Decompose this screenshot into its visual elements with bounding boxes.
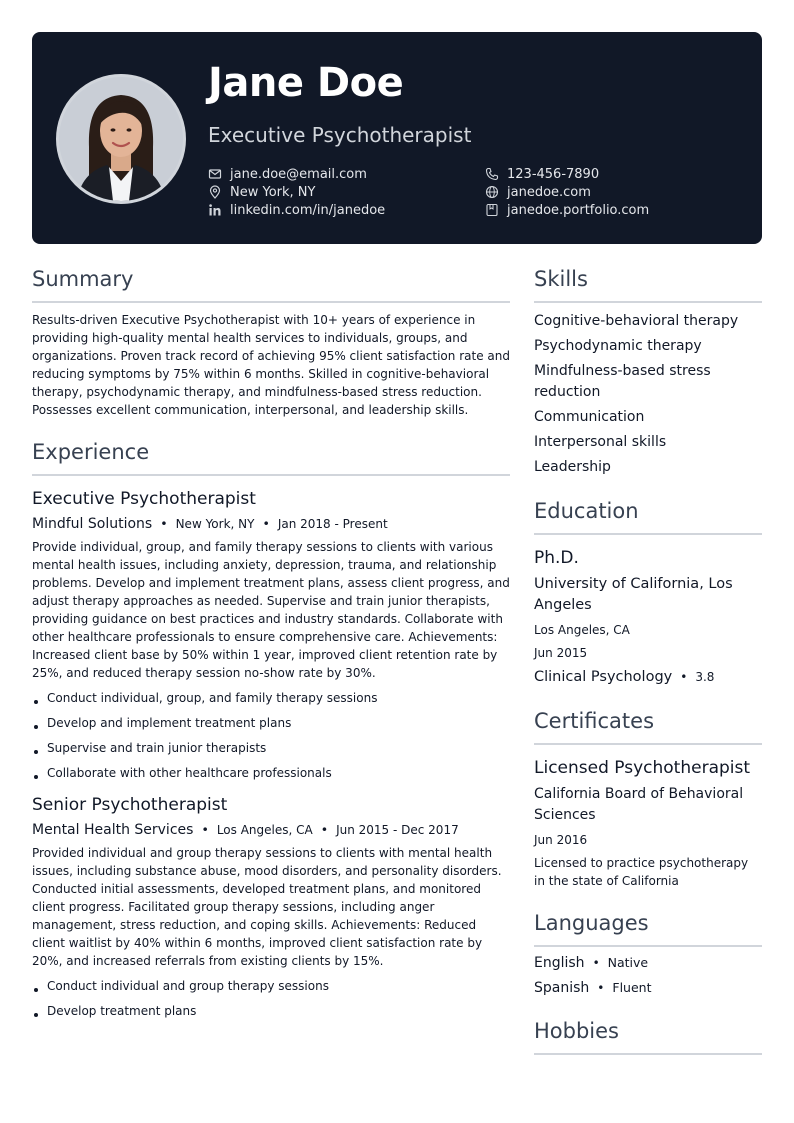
- certificate-description: Licensed to practice psychotherapy in the state of California: [534, 856, 749, 888]
- job-title: Executive Psychotherapist: [32, 489, 256, 509]
- skills-list: [534, 311, 762, 478]
- job-meta: Mental Health Services • Los Angeles, CA • Jun 2015 - Dec 2017: [32, 822, 459, 838]
- skill-item: Psychodynamic therapy: [534, 338, 702, 354]
- certificates-heading: Certificates: [534, 708, 762, 745]
- skills-heading: Skills: [534, 266, 762, 303]
- language-level: Native: [607, 955, 649, 970]
- list-item: Conduct individual, group, and family therapy sessions: [32, 689, 510, 707]
- contact-linkedin[interactable]: [208, 201, 385, 219]
- location-pin-icon: [208, 185, 222, 199]
- job-description: Provided individual and group therapy sessions to clients with mental health issues, including substance abuse, mood disorders, and personality disorders. Conducted initial assessments, developed treatment plans, and monitored client progress. Facilitated group therapy sessions, including anger management, stress reduction, and coping skills. Achievements: Reduced client waitlist by 40% within 6 months, improved client satisfaction rate by 20%, and increased referrals from existing clients by 15%.: [32, 846, 502, 968]
- job-entry: [32, 488, 510, 782]
- phone-text: 123-456-7890: [507, 166, 600, 182]
- contact-website[interactable]: [485, 183, 591, 201]
- language-item: Spanish • Fluent: [534, 980, 652, 996]
- phone-icon: [485, 167, 499, 181]
- education-school: University of California, Los Angeles: [534, 576, 733, 613]
- list-item: Develop and implement treatment plans: [32, 714, 510, 732]
- list-item: Collaborate with other healthcare professionals: [32, 764, 510, 782]
- job-meta: Mindful Solutions • New York, NY • Jan 2018 - Present: [32, 516, 388, 532]
- skill-item: Mindfulness-based stress reduction: [534, 363, 711, 400]
- contact-location: [208, 183, 315, 201]
- website-text: janedoe.com: [507, 184, 591, 200]
- job-company: Mindful Solutions: [32, 516, 153, 532]
- job-bullets: [32, 689, 510, 782]
- candidate-title: Executive Psychotherapist: [208, 123, 472, 147]
- job-description: Provide individual, group, and family therapy sessions to clients with various mental health issues, including anxiety, depression, trauma, and relationship problems. Develop and implement treatment plans, assess client progress, and adjust therapy approaches as needed. Supervise and train junior therapists, providing guidance on best practices and industry standards. Collaborate with other healthcare professionals to ensure comprehensive care. Achievements: Increased client base by 50% within 1 year, improved client retention rate by 25%, and reduced therapy session no-show rate by 30%.: [32, 540, 510, 680]
- education-degree: Ph.D.: [534, 548, 579, 568]
- job-entry: [32, 794, 510, 1020]
- job-location: New York, NY: [175, 517, 255, 531]
- skill-item: Cognitive-behavioral therapy: [534, 313, 739, 329]
- linkedin-text: linkedin.com/in/janedoe: [230, 202, 386, 218]
- skill-item: Leadership: [534, 459, 611, 475]
- mail-icon: [208, 167, 222, 181]
- contact-portfolio[interactable]: [485, 201, 649, 219]
- languages-list: [534, 953, 762, 998]
- certificate-issuer: California Board of Behavioral Sciences: [534, 786, 744, 823]
- avatar: [56, 74, 186, 204]
- job-bullets: [32, 977, 510, 1020]
- certificate-date: Jun 2016: [534, 833, 588, 847]
- job-company: Mental Health Services: [32, 822, 194, 838]
- education-date: Jun 2015: [534, 646, 588, 660]
- language-level: Fluent: [612, 980, 652, 995]
- resume-header: [32, 32, 762, 244]
- job-dates: Jan 2018 - Present: [277, 517, 388, 531]
- list-item: Develop treatment plans: [32, 1002, 510, 1020]
- candidate-name: Jane Doe: [208, 60, 404, 106]
- education-gpa: 3.8: [695, 670, 715, 684]
- job-dates: Jun 2015 - Dec 2017: [336, 823, 459, 837]
- job-title: Senior Psychotherapist: [32, 795, 228, 815]
- contact-email[interactable]: [208, 165, 367, 183]
- skill-item: Interpersonal skills: [534, 434, 667, 450]
- hobbies-heading: Hobbies: [534, 1018, 762, 1055]
- education-heading: Education: [534, 498, 762, 535]
- summary-text: Results-driven Executive Psychotherapist with 10+ years of experience in providing high-quality mental health services to individuals, groups, and organizations. Proven track record of achieving 95% client satisfaction rate and reducing symptoms by 75% within 6 months. Skilled in cognitive-behavioral therapy, psychodynamic therapy, and mindfulness-based stress reduction. Possesses excellent communication, interpersonal, and leadership skills.: [32, 313, 510, 417]
- location-text: New York, NY: [230, 184, 316, 200]
- list-item: Supervise and train junior therapists: [32, 739, 510, 757]
- certificate-name: Licensed Psychotherapist: [534, 758, 751, 778]
- linkedin-icon: [208, 203, 222, 217]
- portfolio-text: janedoe.portfolio.com: [507, 202, 650, 218]
- skill-item: Communication: [534, 409, 645, 425]
- main-column: [32, 266, 510, 1020]
- side-column: [534, 266, 762, 1055]
- language-name: English: [534, 955, 585, 971]
- list-item: Conduct individual and group therapy sessions: [32, 977, 510, 995]
- languages-heading: Languages: [534, 910, 762, 947]
- language-item: English • Native: [534, 955, 649, 971]
- portfolio-icon: [485, 203, 499, 217]
- globe-icon: [485, 185, 499, 199]
- education-field: Clinical Psychology • 3.8: [534, 669, 715, 685]
- job-location: Los Angeles, CA: [216, 823, 313, 837]
- language-name: Spanish: [534, 980, 590, 996]
- email-text: jane.doe@email.com: [230, 166, 367, 182]
- contact-phone[interactable]: [485, 165, 599, 183]
- experience-heading: Experience: [32, 439, 510, 476]
- education-field-name: Clinical Psychology: [534, 669, 673, 685]
- summary-heading: Summary: [32, 266, 510, 303]
- education-location: Los Angeles, CA: [534, 623, 630, 637]
